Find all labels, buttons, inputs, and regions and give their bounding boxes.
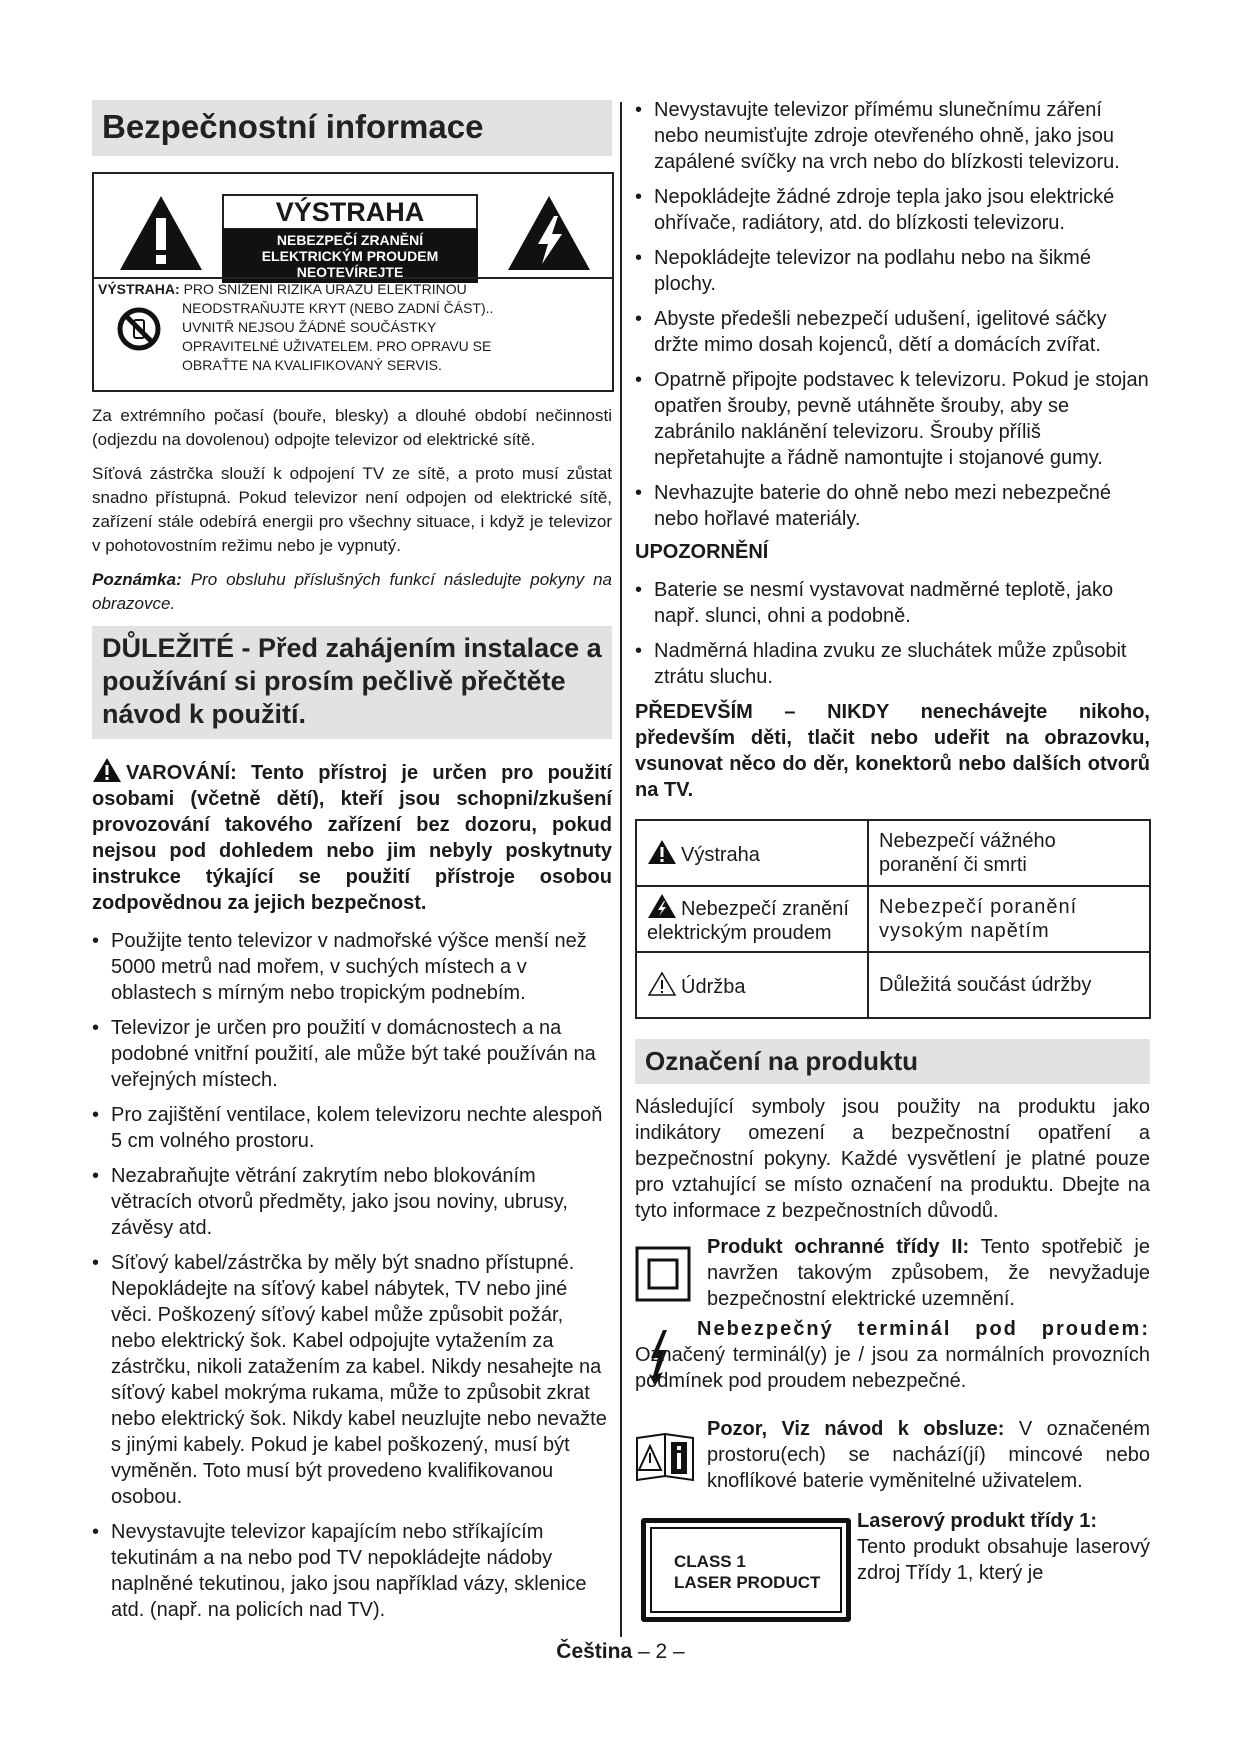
- live-terminal-text: [635, 1316, 1150, 1394]
- important-heading: DŮLEŽITÉ - Před zahájením instalace a používání si prosím pečlivě přečtěte návod k použití.: [92, 626, 612, 739]
- symbol-label: Výstraha: [681, 844, 760, 866]
- warning-black-line: NEOTEVÍREJTE: [296, 264, 404, 280]
- live-terminal-description: Označený terminál(y) je / jsou za normálních provozních podmínek pod proudem nebezpečné.: [635, 1344, 1150, 1392]
- column-divider: [620, 102, 622, 1637]
- list-item: • Použijte tento televizor v nadmořské výšce menší než 5000 metrů nad mořem, v suchých místech a v oblastech s mírným nebo tropickým podnebím.: [92, 928, 612, 1006]
- laser-description: Tento produkt obsahuje laserový zdroj Třídy 1, který je: [857, 1536, 1150, 1584]
- page-title: Bezpečnostní informace: [92, 100, 612, 156]
- table-row: [636, 820, 1150, 886]
- plug-paragraph: Síťová zástrčka slouží k odpojení TV ze sítě, a proto musí zůstat snadno přístupná. Pokud televizor není odpojen od elektrické sítě, zařízení stále odebírá energii pro všechny situace, i když je televizor v pohotovostním režimu nebo je vypnutý.: [92, 464, 612, 555]
- warning-box-text-lines: [182, 299, 493, 375]
- warning-box-divider: [94, 277, 612, 279]
- left-column: [92, 100, 612, 1632]
- markings-heading: Označení na produktu: [635, 1039, 1150, 1084]
- table-row: [636, 952, 1150, 1018]
- table-cell: [636, 820, 868, 886]
- live-terminal-label: Nebezpečný terminál pod proudem:: [697, 1318, 1150, 1340]
- symbol-label: Nebezpečí zranění elektrickým proudem: [647, 898, 849, 944]
- list-item: • Síťový kabel/zástrčka by měly být snadno přístupné. Nepokládejte na síťový kabel nábytek, TV nebo jiné věci. Poškozený síťový kabel může způsobit požár, nebo elektrický šok. Kabel odpojujte vytažením za zástrčku, nikoli zatažením za kabel. Nikdy nesahejte na síťový kabel mokrýma rukama, může to způsobit zkrat nebo elektrický šok. Nikdy kabel neuzlujte nebo nevažte s jinými kabely. Pokud je kabel poškozený, musí být vyměněn. Toto musí být provedeno kvalifikovanou osobou.: [92, 1250, 612, 1510]
- laser-label-outer: [641, 1518, 851, 1622]
- warning-box-text-label: VÝSTRAHA:: [98, 281, 180, 297]
- table-cell: Nebezpečí vážného poranění či smrti: [868, 820, 1150, 886]
- class2-marking: [635, 1234, 1150, 1308]
- manual-description: V označeném prostoru(ech) se nachází(jí) mincové nebo knoflíkové baterie vyměnitelné uživatelem.: [707, 1418, 1151, 1492]
- warning-paragraph-text: VAROVÁNÍ: Tento přístroj je určen pro použití osobami (včetně dětí), kteří jsou schopni/zkušení provozování takového zařízení bez dozoru, pokud nejsou pod dohledem nebo jim nebyly poskytnuty instrukce týkající se použití přístroje osobou zodpovědnou za jejich bezpečnost.: [92, 762, 612, 914]
- warning-box: [92, 172, 614, 392]
- caution-title: UPOZORNĚNÍ: [635, 541, 769, 563]
- table-row: [636, 886, 1150, 952]
- list-item: • Nepokládejte žádné zdroje tepla jako jsou elektrické ohřívače, radiátory, atd. do blízkosti televizoru.: [635, 184, 1150, 236]
- note-paragraph: [92, 568, 612, 616]
- footer-language: Čeština: [556, 1640, 633, 1663]
- table-cell: [636, 952, 868, 1018]
- table-cell: Důležitá součást údržby: [868, 952, 1150, 1018]
- manual-marking: [635, 1416, 1150, 1508]
- right-column: [635, 97, 1150, 1628]
- laser-label-line: LASER PRODUCT: [674, 1573, 821, 1592]
- warning-black-line: ELEKTRICKÝM PROUDEM: [261, 248, 439, 264]
- warning-box-text-line: NEODSTRAŇUJTE KRYT (NEBO ZADNÍ ČÁST)..: [182, 300, 494, 316]
- note-label: Poznámka:: [92, 570, 182, 589]
- warning-box-text-line: OPRAVITELNÉ UŽIVATELEM. PRO OPRAVU SE: [182, 338, 492, 354]
- list-item: • Baterie se nesmí vystavovat nadměrné teplotě, jako např. slunci, ohni a podobně.: [635, 577, 1150, 629]
- list-item: • Nepokládejte televizor na podlahu nebo na šikmé plochy.: [635, 245, 1150, 297]
- symbols-table: [635, 819, 1151, 1019]
- note-text: Pro obsluhu příslušných funkcí následujte pokyny na obrazovce.: [92, 570, 612, 613]
- warning-box-black-label: [222, 229, 478, 283]
- exclamation-warning-icon: [647, 839, 677, 865]
- list-item: • Nevystavujte televizor kapajícím nebo stříkajícím tekutinám a na nebo pod TV nepokládejte nádoby naplněné tekutinou, jako jsou například vázy, sklenice atd. (např. na policích nad TV).: [92, 1519, 612, 1623]
- double-square-icon: [635, 1246, 691, 1302]
- laser-label-inner: [650, 1527, 842, 1613]
- laser-text: [857, 1508, 1150, 1586]
- warning-box-text-line: OBRAŤTE NA KVALIFIKOVANÝ SERVIS.: [182, 357, 442, 373]
- laser-label-text: [674, 1551, 820, 1593]
- right-bullet-list: [635, 97, 1150, 532]
- no-service-icon: [116, 306, 162, 352]
- warning-box-text-first: [98, 280, 467, 299]
- manual-text: [707, 1416, 1150, 1494]
- warning-black-line: NEBEZPEČÍ ZRANĚNÍ: [276, 232, 424, 248]
- warning-box-title: VÝSTRAHA: [222, 194, 478, 230]
- laser-marking: [635, 1508, 1150, 1628]
- list-item: • Opatrně připojte podstavec k televizoru. Pokud je stojan opatřen šrouby, pevně utáhněte šrouby, aby se zabránilo naklánění televizoru. Šrouby příliš nepřetahujte a řádně namontujte i stojanové gumy.: [635, 367, 1150, 471]
- symbol-label: Údržba: [681, 976, 746, 998]
- class2-text: [707, 1234, 1150, 1312]
- laser-title: Laserový produkt třídy 1:: [857, 1510, 1098, 1532]
- weather-paragraph: Za extrémního počasí (bouře, blesky) a dlouhé období nečinnosti (odjezdu na dovolenou) odpojte televizor od elektrické sítě.: [92, 406, 612, 449]
- laser-label-line: CLASS 1: [674, 1552, 746, 1571]
- caution-bullet-list: [635, 577, 1150, 690]
- class2-label: Produkt ochranné třídy II:: [707, 1236, 970, 1258]
- list-item: • Nadměrná hladina zvuku ze sluchátek může způsobit ztrátu sluchu.: [635, 638, 1150, 690]
- list-item: • Pro zajištění ventilace, kolem televizoru nechte alespoň 5 cm volného prostoru.: [92, 1102, 612, 1154]
- lightning-warning-icon: [506, 194, 592, 272]
- page-footer: [0, 1640, 1241, 1664]
- footer-page-number: – 2 –: [637, 1640, 685, 1663]
- list-item: • Nevhazujte baterie do ohně nebo mezi nebezpečné nebo hořlavé materiály.: [635, 480, 1150, 532]
- manual-label: Pozor, Viz návod k obsluze:: [707, 1418, 1005, 1440]
- table-cell: [636, 886, 868, 952]
- exclamation-warning-icon: [92, 757, 122, 783]
- warning-box-text-line: UVNITŘ NEJSOU ŽÁDNÉ SOUČÁSTKY: [182, 319, 437, 335]
- lightning-warning-icon: [647, 893, 677, 919]
- maintenance-warning-icon: [647, 971, 677, 997]
- never-paragraph: PŘEDEVŠÍM – NIKDY nenechávejte nikoho, především děti, tlačit nebo udeřit na obrazovku, vsunovat něco do děr, konektorů nebo dalších otvorů na TV.: [635, 701, 1150, 801]
- exclamation-warning-icon: [118, 194, 204, 272]
- warning-paragraph: [92, 757, 612, 916]
- list-item: • Nezabraňujte větrání zakrytím nebo blokováním větracích otvorů předměty, jako jsou noviny, ubrusy, závěsy atd.: [92, 1163, 612, 1241]
- live-terminal-marking: [635, 1316, 1150, 1416]
- warning-box-text-line: PRO SNÍŽENÍ RIZIKA ÚRAZU ELEKTRINOU: [183, 281, 467, 297]
- markings-intro: Následující symboly jsou použity na produktu jako indikátory omezení a bezpečnostní opatření a bezpečnostní pokyny. Každé vysvětlení je platné pouze pro vztahující se místo označení na produktu. Dbejte na tyto informace z bezpečnostních důvodů.: [635, 1096, 1150, 1222]
- list-item: • Televizor je určen pro použití v domácnostech a na podobné vnitřní použití, ale může být také používán na veřejných místech.: [92, 1015, 612, 1093]
- manual-book-icon: [635, 1430, 695, 1484]
- list-item: • Nevystavujte televizor přímému slunečnímu záření nebo neumisťujte zdroje otevřeného ohně, jako jsou zapálené svíčky na vrch nebo do blízkosti televizoru.: [635, 97, 1150, 175]
- class2-description: Tento spotřebič je navržen takovým způsobem, že nevyžaduje bezpečnostní elektrické uzemnění.: [707, 1236, 1150, 1310]
- table-cell: Nebezpečí poranění vysokým napětím: [868, 886, 1150, 952]
- list-item: • Abyste předešli nebezpečí udušení, igelitové sáčky držte mimo dosah kojenců, dětí a domácích zvířat.: [635, 306, 1150, 358]
- left-bullet-list: [92, 928, 612, 1623]
